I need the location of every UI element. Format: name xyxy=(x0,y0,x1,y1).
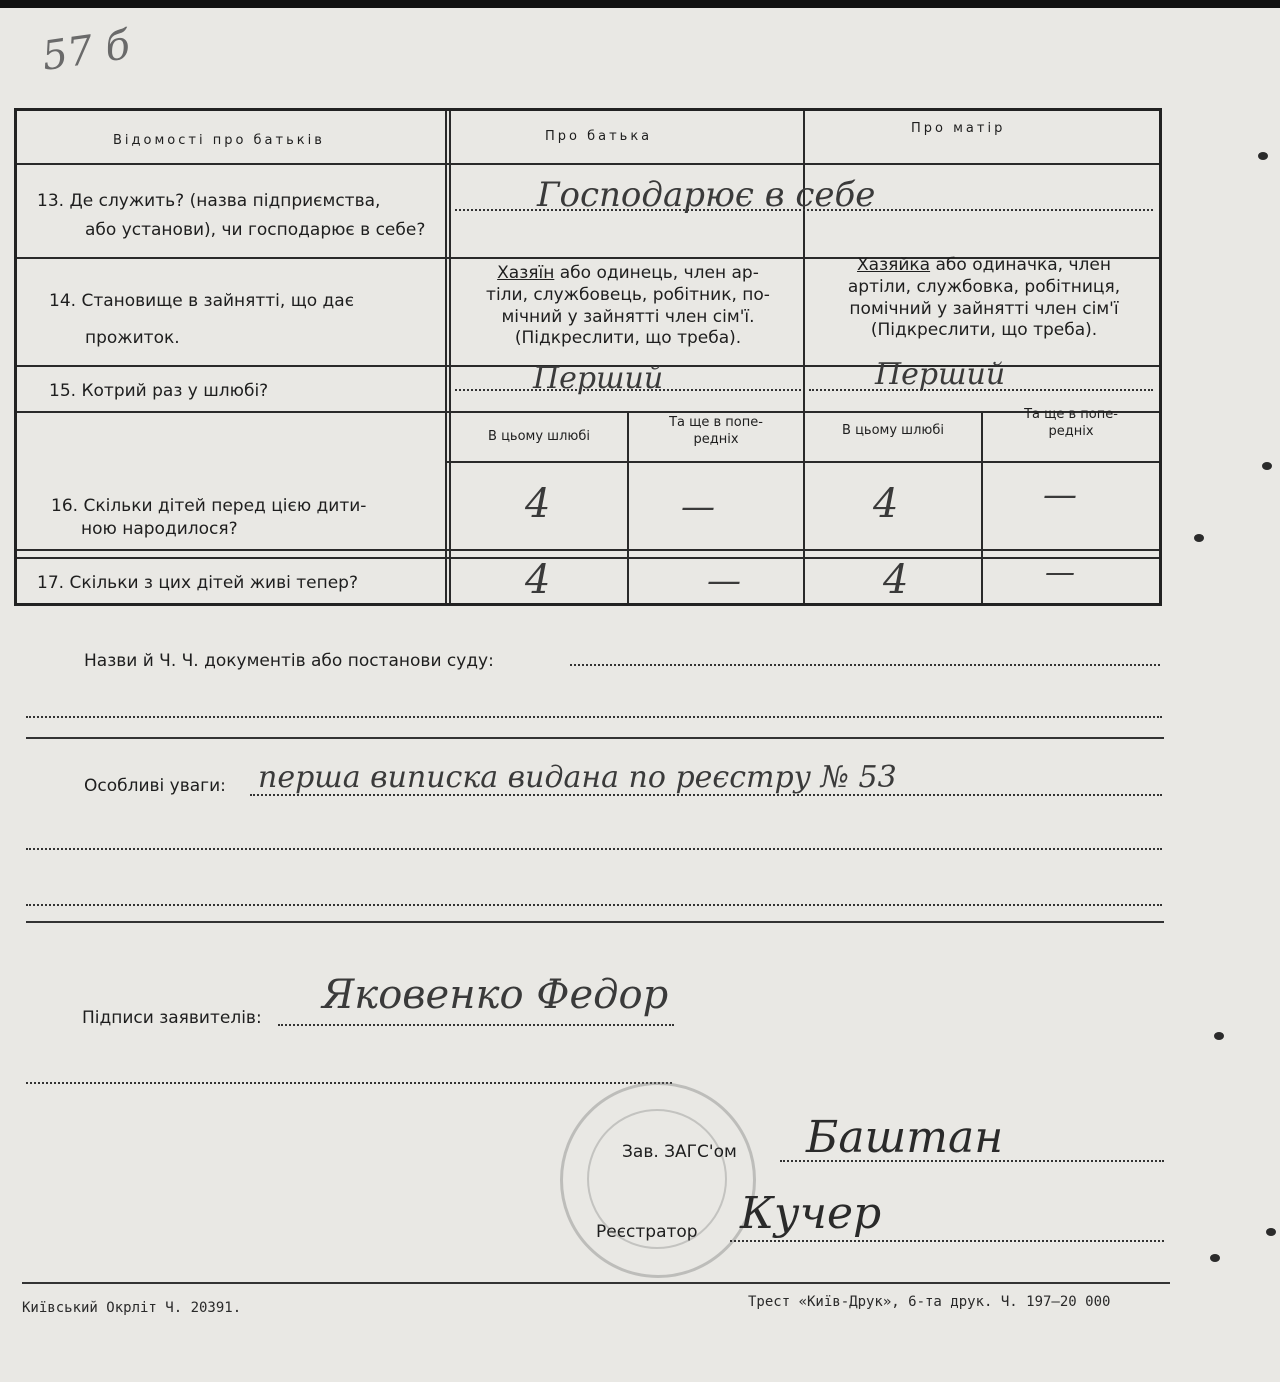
documents-line xyxy=(26,716,1162,718)
subheader-mother-previous: Та ще в попе- редніх xyxy=(1024,407,1118,439)
col-divider xyxy=(981,411,983,603)
binding-hole xyxy=(1266,1228,1276,1236)
head-signature: Баштан xyxy=(806,1112,1004,1163)
footer-publisher-left: Київський Окрліт Ч. 20391. xyxy=(22,1300,242,1316)
answer-17-father-current: 4 xyxy=(525,557,551,603)
row-divider xyxy=(17,163,1159,165)
applicant-signature-handwritten: Яковенко Федор xyxy=(322,972,669,1018)
applicant-signatures-label: Підписи заявителів: xyxy=(82,1008,262,1028)
archive-page-number: 57 б xyxy=(39,22,133,80)
col-divider xyxy=(449,111,451,603)
question-16-label: 16. Скільки дітей перед цією дити- ною народилося? xyxy=(51,496,367,539)
binding-hole xyxy=(1210,1254,1220,1262)
answer-17-father-previous: — xyxy=(707,561,741,601)
header-parents-info: Відомості про батьків xyxy=(113,133,325,148)
answer-17-mother-previous: — xyxy=(1045,555,1075,590)
parents-info-table xyxy=(14,108,1162,606)
answer-16-father-previous: — xyxy=(681,487,715,527)
section-rule xyxy=(26,737,1164,739)
applicant-signature-line xyxy=(26,1082,672,1084)
documents-line xyxy=(570,664,1160,666)
question-14-label: 14. Становище в зайнятті, що дає прожиток. xyxy=(49,291,355,349)
binding-hole xyxy=(1194,534,1204,542)
registrar-signature: Кучер xyxy=(740,1188,882,1239)
col-divider xyxy=(445,111,447,603)
binding-hole xyxy=(1258,152,1268,160)
answer-13-handwritten: Господарює в себе xyxy=(537,175,876,215)
official-stamp xyxy=(560,1082,756,1278)
subheader-father-previous: Та ще в попе- редніх xyxy=(669,415,763,447)
remarks-line xyxy=(26,904,1162,906)
col-divider xyxy=(627,411,629,603)
remarks-label: Особливі уваги: xyxy=(84,776,226,796)
header-father: Про батька xyxy=(545,129,653,144)
section-rule xyxy=(26,921,1164,923)
father-occupation-options: Хазяїн або одинець, член ар- тіли, службовець, робітник, по- мічний у зайнятті член сім'ї. (Підкреслити, що треба). xyxy=(486,263,770,349)
registrar-signature-line xyxy=(730,1240,1164,1242)
row-divider xyxy=(17,557,1159,559)
question-13-label: 13. Де служить? (назва підприємства, або установи), чи господарює в себе? xyxy=(37,191,426,240)
mother-occupation-options: Хазяйка або одиначка, член артіли, службовка, робітниця, помічний у зайнятті член сім'ї (Підкреслити, що треба). xyxy=(847,255,1121,341)
subheader-mother-current-marriage: В цьому шлюбі xyxy=(842,423,944,438)
answer-15-father: Перший xyxy=(533,361,664,396)
header-mother: Про матір xyxy=(911,121,1006,136)
remarks-handwritten: перша виписка видана по реєстру № 53 xyxy=(258,760,897,795)
page-top-edge xyxy=(0,0,1280,8)
binding-hole xyxy=(1262,462,1272,470)
registrar-label: Реєстратор xyxy=(596,1222,698,1242)
head-of-registry-label: Зав. ЗАГС'ом xyxy=(622,1142,737,1162)
documents-label: Назви й Ч. Ч. документів або постанови суду: xyxy=(84,651,494,671)
answer-16-mother-current: 4 xyxy=(873,481,899,527)
answer-15-mother: Перший xyxy=(875,357,1006,392)
question-17-label: 17. Скільки з цих дітей живі тепер? xyxy=(37,573,358,593)
answer-16-mother-previous: — xyxy=(1043,475,1077,515)
applicant-signature-line xyxy=(278,1024,674,1026)
answer-16-father-current: 4 xyxy=(525,481,551,527)
question-15-label: 15. Котрий раз у шлюбі? xyxy=(49,381,269,401)
footer-printer-right: Трест «Київ-Друк», 6-та друк. Ч. 197—20 000 xyxy=(748,1294,1111,1310)
row-divider xyxy=(17,549,1159,551)
answer-17-mother-current: 4 xyxy=(883,557,909,603)
binding-hole xyxy=(1214,1032,1224,1040)
remarks-line xyxy=(26,848,1162,850)
subheader-father-current-marriage: В цьому шлюбі xyxy=(488,429,590,444)
footer-rule xyxy=(22,1282,1170,1284)
